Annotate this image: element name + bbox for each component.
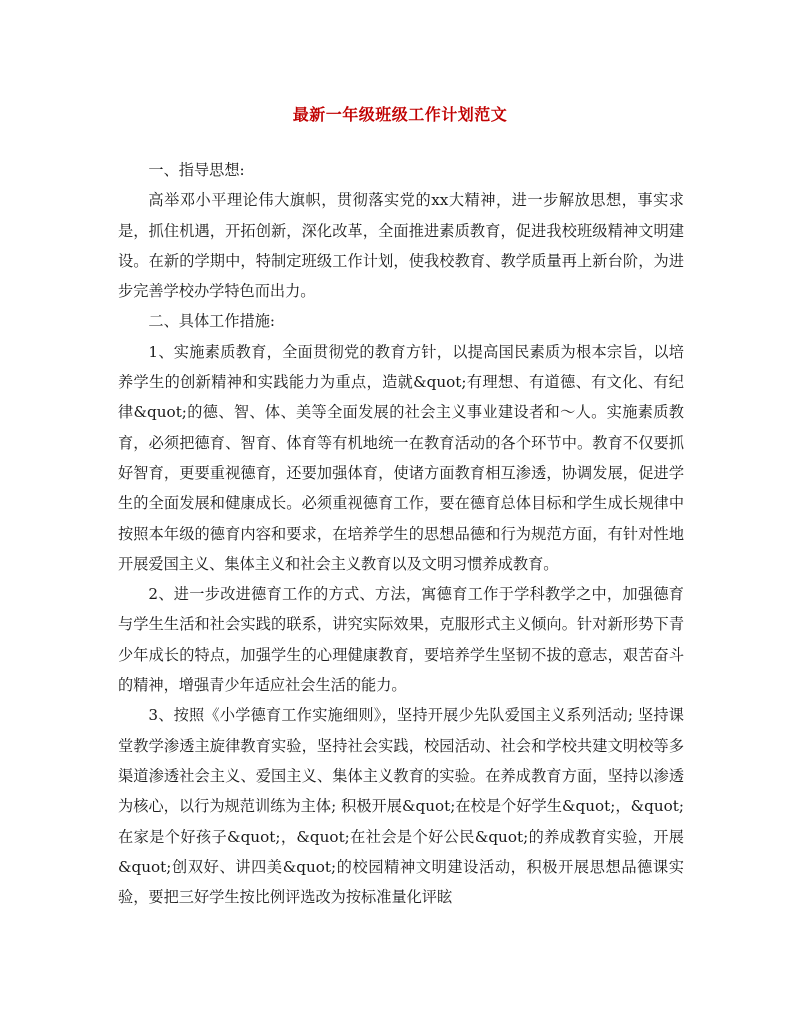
paragraph-measure-3: 3、按照《小学德育工作实施细则》，坚持开展少先队爱国主义系列活动; 坚持课堂教学渗透主旋律教育实验，坚持社会实践，校园活动、社会和学校共建文明校等多渠道渗透社会主义、爱国主义、集体主义教育的实验。在养成教育方面，坚持以渗透为核心，以行为规范训练为主体; 积极开展&quot;在校是个好学生&quot;，&quot;在家是个好孩子&quot;，&quot;在社会是个好公民&quot;的养成教育实验，开展&quot;创双好、讲四美&quot;的校园精神文明建设活动，积极开展思想品德课实验，要把三好学生按比例评选改为按标准量化评眩	[118, 706, 684, 907]
paragraph-measure-2: 2、进一步改进德育工作的方式、方法，寓德育工作于学科教学之中，加强德育与学生生活和社会实践的联系，讲究实际效果，克服形式主义倾向。针对新形势下青少年成长的特点，加强学生的心理健康教育，要培养学生坚韧不拔的意志，艰苦奋斗的精神，增强青少年适应社会生活的能力。	[118, 585, 684, 695]
paragraph-measure-1: 1、实施素质教育，全面贯彻党的教育方针，以提高国民素质为根本宗旨，以培养学生的创新精神和实践能力为重点，造就&quot;有理想、有道德、有文化、有纪律&quot;的德、智、体、美等全面发展的社会主义事业建设者和～人。实施素质教育，必须把德育、智育、体育等有机地统一在教育活动的各个环节中。教育不仅要抓好智育，更要重视德育，还要加强体育，使诸方面教育相互渗透，协调发展，促进学生的全面发展和健康成长。必须重视德育工作，要在德育总体目标和学生成长规律中按照本年级的德育内容和要求，在培养学生的思想品德和行为规范方面，有针对性地开展爱国主义、集体主义和社会主义教育以及文明习惯养成教育。	[118, 342, 684, 573]
document-title: 最新一年级班级工作计划范文	[292, 105, 508, 124]
section-heading-guiding-thought: 一、指导思想:	[148, 161, 245, 179]
document-body	[118, 155, 684, 912]
paragraph-guiding-thought: 高举邓小平理论伟大旗帜，贯彻落实党的xx大精神，进一步解放思想，事实求是，抓住机遇，开拓创新，深化改革，全面推进素质教育，促进我校班级精神文明建设。在新的学期中，特制定班级工作计划，使我校教育、教学质量再上新台阶，为进步完善学校办学特色而出力。	[118, 191, 684, 301]
section-heading-measures: 二、具体工作措施:	[148, 312, 276, 331]
